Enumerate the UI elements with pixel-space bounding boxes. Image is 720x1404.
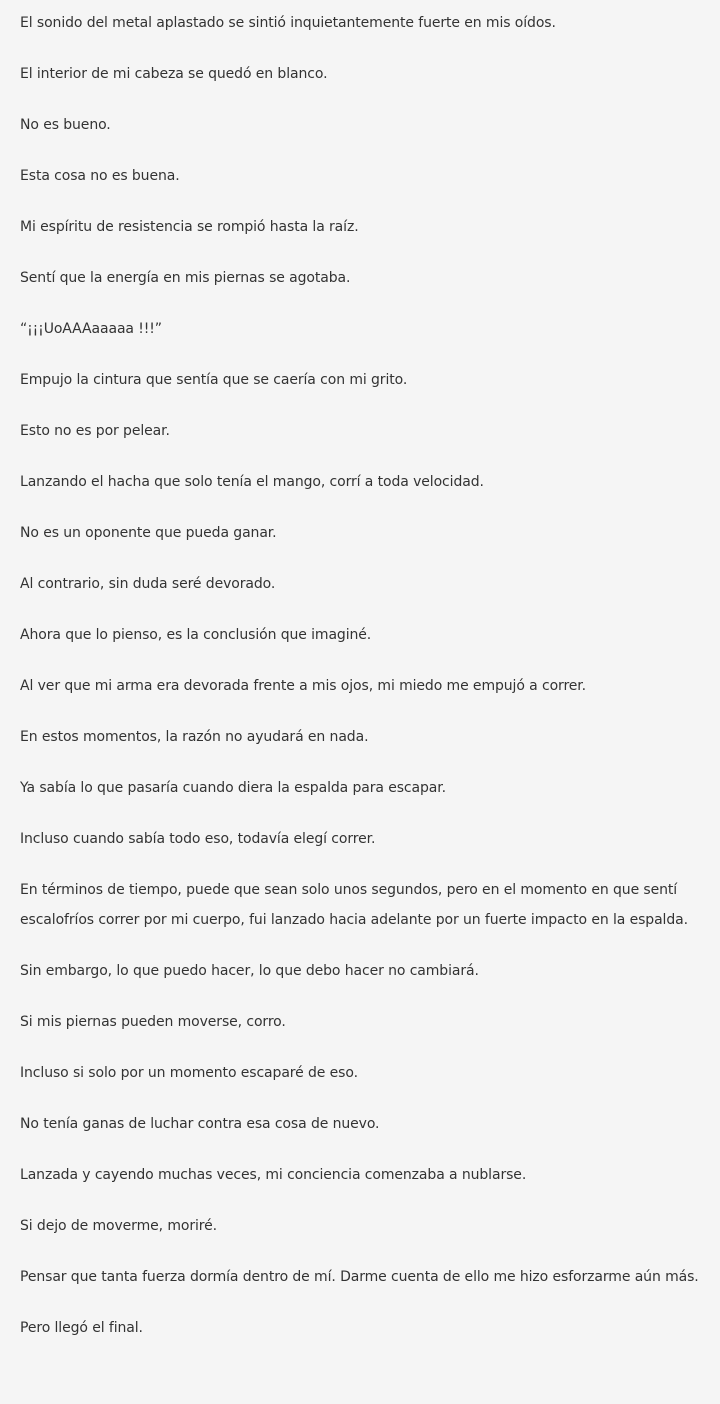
paragraph-8: Empujo la cintura que sentía que se caería con mi grito. bbox=[20, 372, 408, 388]
paragraph-10: Lanzando el hacha que solo tenía el mango, corrí a toda velocidad. bbox=[20, 474, 484, 490]
paragraph-14: Al ver que mi arma era devorada frente a mis ojos, mi miedo me empujó a correr. bbox=[20, 678, 587, 694]
chapter-text bbox=[20, 8, 700, 1364]
paragraph-18: En términos de tiempo, puede que sean solo unos segundos, pero en el momento en que sentí escalofríos correr por mi cuerpo, fui lanzado hacia adelante por un fuerte impacto en la espalda. bbox=[20, 882, 688, 928]
paragraph-24: Si dejo de moverme, moriré. bbox=[20, 1218, 218, 1234]
paragraph-12: Al contrario, sin duda seré devorado. bbox=[20, 576, 276, 592]
paragraph-25: Pensar que tanta fuerza dormía dentro de mí. Darme cuenta de ello me hizo esforzarme aún más. bbox=[20, 1269, 699, 1285]
paragraph-22: No tenía ganas de luchar contra esa cosa de nuevo. bbox=[20, 1116, 380, 1132]
paragraph-15: En estos momentos, la razón no ayudará en nada. bbox=[20, 729, 369, 745]
paragraph-20: Si mis piernas pueden moverse, corro. bbox=[20, 1014, 286, 1030]
paragraph-11: No es un oponente que pueda ganar. bbox=[20, 525, 277, 541]
paragraph-17: Incluso cuando sabía todo eso, todavía elegí correr. bbox=[20, 831, 376, 847]
paragraph-7: “¡¡¡UoAAAaaaaa !!!” bbox=[20, 321, 162, 337]
paragraph-19: Sin embargo, lo que puedo hacer, lo que debo hacer no cambiará. bbox=[20, 963, 479, 979]
paragraph-3: No es bueno. bbox=[20, 117, 111, 133]
paragraph-16: Ya sabía lo que pasaría cuando diera la espalda para escapar. bbox=[20, 780, 446, 796]
paragraph-4: Esta cosa no es buena. bbox=[20, 168, 180, 184]
paragraph-9: Esto no es por pelear. bbox=[20, 423, 170, 439]
paragraph-13: Ahora que lo pienso, es la conclusión que imaginé. bbox=[20, 627, 372, 643]
paragraph-1: El sonido del metal aplastado se sintió inquietantemente fuerte en mis oídos. bbox=[20, 15, 556, 31]
paragraph-26: Pero llegó el final. bbox=[20, 1320, 143, 1336]
paragraph-6: Sentí que la energía en mis piernas se agotaba. bbox=[20, 270, 351, 286]
paragraph-5: Mi espíritu de resistencia se rompió hasta la raíz. bbox=[20, 219, 359, 235]
paragraph-2: El interior de mi cabeza se quedó en blanco. bbox=[20, 66, 328, 82]
paragraph-21: Incluso si solo por un momento escaparé de eso. bbox=[20, 1065, 358, 1081]
paragraph-23: Lanzada y cayendo muchas veces, mi conciencia comenzaba a nublarse. bbox=[20, 1167, 527, 1183]
